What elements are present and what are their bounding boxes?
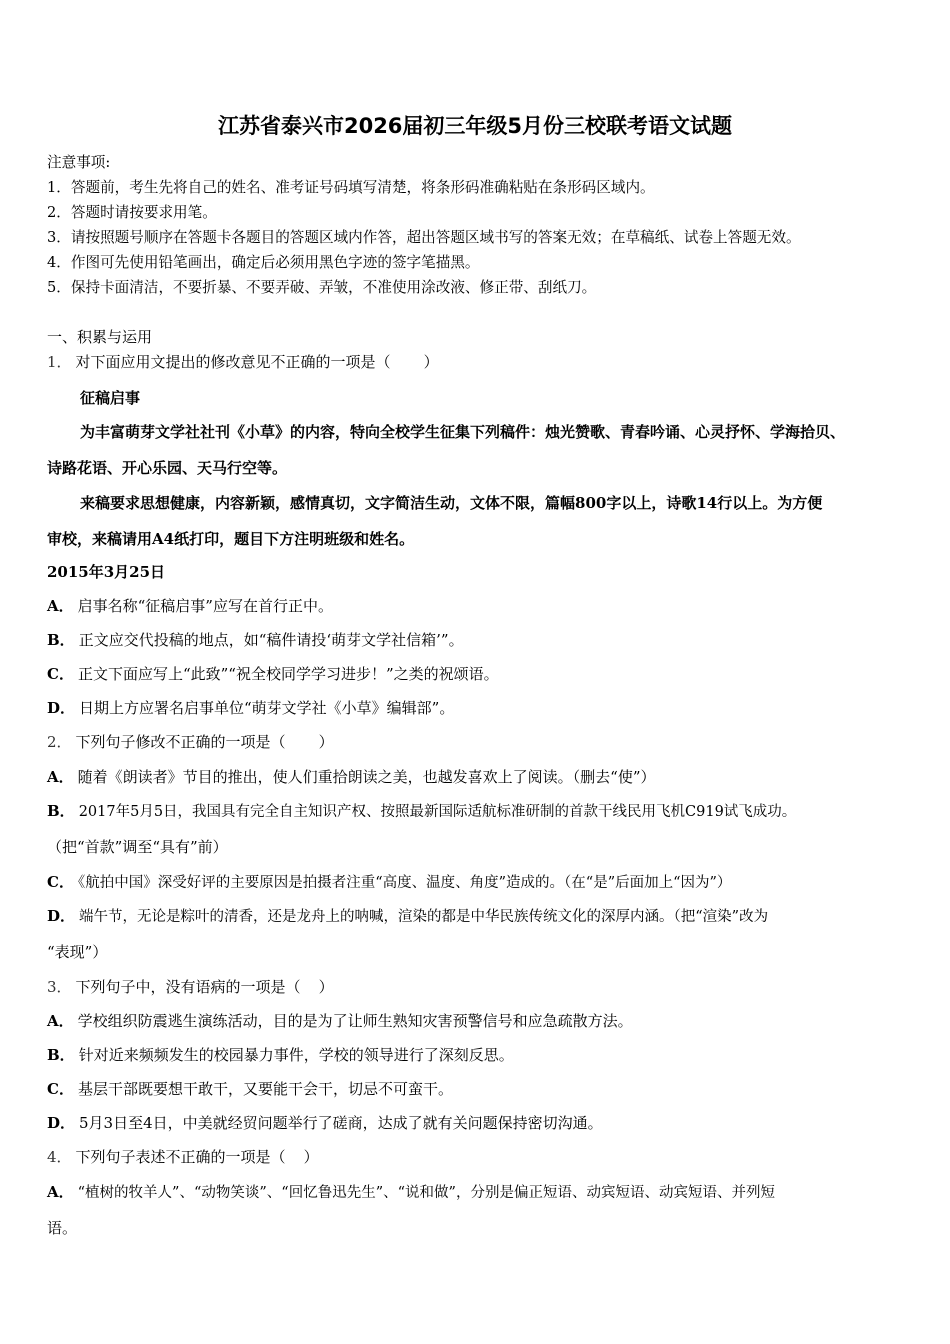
notice-heading: 注意事项: <box>47 154 111 171</box>
option-d <box>47 698 454 718</box>
option-b <box>47 630 464 650</box>
option-text: “植树的牧羊人”、“动物笑谈”、“回忆鲁迅先生”、“说和做”，分别是偏正短语、动宾短语、动宾短语、并列短 <box>77 1185 775 1201</box>
notice-title: 征稿启事 <box>80 389 141 407</box>
option-c <box>47 664 499 684</box>
page-title: 江苏省泰兴市2026届初三年级5月份三校联考语文试题 <box>217 114 733 138</box>
option-letter: A． <box>47 1183 74 1201</box>
question-paren-close: ） <box>318 733 334 751</box>
option-text: 端午节，无论是粽叶的清香，还是龙舟上的呐喊，渲染的都是中华民族传统文化的深厚内涵。（把“渲染”改为 <box>79 909 769 925</box>
notice-paragraph-2-cont: 审校，来稿请用A4纸打印，题目下方注明班级和姓名。 <box>47 530 415 548</box>
option-letter: A． <box>47 597 74 615</box>
option-letter: A． <box>47 1012 74 1030</box>
option-text: 正文应交代投稿的地点，如“稿件请投‘萌芽文学社信箱’”。 <box>78 631 464 649</box>
option-letter: B． <box>47 631 75 649</box>
option-a <box>47 1011 633 1031</box>
option-text: 正文下面应写上“此致”“祝全校同学学习进步！”之类的祝颂语。 <box>77 665 499 683</box>
question-text: 下列句子表述不正确的一项是（ <box>75 1148 286 1166</box>
option-d <box>47 906 768 927</box>
question-text: 下列句子修改不正确的一项是（ <box>75 733 286 751</box>
question-paren-close: ） <box>423 353 439 371</box>
option-text: 针对近来频频发生的校园暴力事件，学校的领导进行了深刻反思。 <box>78 1046 514 1064</box>
option-a <box>47 767 655 787</box>
option-letter: C． <box>47 873 74 891</box>
question-4-stem <box>47 1147 319 1167</box>
option-text: 随着《朗读者》节目的推出，使人们重拾朗读之美，也越发喜欢上了阅读。（删去“使”） <box>77 768 656 786</box>
option-a <box>47 596 333 616</box>
notice-item-3: 3．请按照题号顺序在答题卡各题目的答题区域内作答，超出答题区域书写的答案无效；在草稿纸、试卷上答题无效。 <box>47 229 801 246</box>
notice-paragraph-1: 为丰富萌芽文学社社刊《小草》的内容，特向全校学生征集下列稿件：烛光赞歌、青春吟诵、心灵抒怀、学海拾贝、 <box>80 423 846 441</box>
option-letter: B． <box>47 1046 75 1064</box>
question-number: 2． <box>47 733 72 751</box>
question-paren-close: ） <box>303 1148 319 1166</box>
option-text: 《航拍中国》深受好评的主要原因是拍摄者注重“高度、温度、角度”造成的。（在“是”后面加上“因为”） <box>77 875 732 891</box>
notice-item-5: 5．保持卡面清洁，不要折暴、不要弄破、弄皱，不准使用涂改液、修正带、刮纸刀。 <box>47 279 597 296</box>
option-letter: D． <box>47 907 76 925</box>
question-number: 4． <box>47 1148 72 1166</box>
option-d <box>47 1113 603 1133</box>
option-a <box>47 1182 775 1203</box>
notice-paragraph-1-cont: 诗路花语、开心乐园、天马行空等。 <box>47 459 288 477</box>
option-c <box>47 1079 453 1099</box>
question-text: 对下面应用文提出的修改意见不正确的一项是（ <box>75 353 391 371</box>
question-number: 3． <box>47 978 72 996</box>
question-paren-close: ） <box>318 978 334 996</box>
option-text: 日期上方应署名启事单位“萌芽文学社《小草》编辑部”。 <box>79 699 455 717</box>
option-d-cont: “表现”） <box>47 943 108 961</box>
notice-item-2: 2．答题时请按要求用笔。 <box>47 204 217 221</box>
option-b-cont: （把“首款”调至“具有”前） <box>47 838 228 856</box>
question-number: 1． <box>47 353 72 371</box>
question-3-stem <box>47 977 334 997</box>
option-letter: C． <box>47 1080 74 1098</box>
notice-date: 2015年3月25日 <box>47 563 166 581</box>
notice-paragraph-2: 来稿要求思想健康，内容新颖，感情真切，文字简洁生动，文体不限，篇幅800字以上，诗歌14行以上。为方便 <box>80 494 823 512</box>
question-text: 下列句子中，没有语病的一项是（ <box>75 978 301 996</box>
option-text: 启事名称“征稿启事”应写在首行正中。 <box>77 597 333 615</box>
notice-item-1: 1．答题前，考生先将自己的姓名、准考证号码填写清楚，将条形码准确粘贴在条形码区域内。 <box>47 179 655 196</box>
option-b <box>47 801 796 822</box>
option-text: 5月3日至4日，中美就经贸问题举行了磋商，达成了就有关问题保持密切沟通。 <box>79 1114 603 1132</box>
option-letter: B． <box>47 802 75 820</box>
option-text: 基层干部既要想干敢干，又要能干会干，切忌不可蛮干。 <box>77 1080 453 1098</box>
option-a-cont: 语。 <box>47 1219 78 1237</box>
option-letter: D． <box>47 699 76 717</box>
question-2-stem <box>47 732 334 752</box>
option-letter: A． <box>47 768 74 786</box>
section-heading: 一、积累与运用 <box>47 328 153 346</box>
option-c <box>47 872 731 893</box>
option-text: 2017年5月5日，我国具有完全自主知识产权、按照最新国际适航标准研制的首款干线民用飞机C919试飞成功。 <box>78 804 797 820</box>
option-letter: C． <box>47 665 74 683</box>
option-text: 学校组织防震逃生演练活动，目的是为了让师生熟知灾害预警信号和应急疏散方法。 <box>77 1012 633 1030</box>
option-b <box>47 1045 514 1065</box>
question-1-stem <box>47 352 439 372</box>
notice-item-4: 4．作图可先使用铅笔画出，确定后必须用黑色字迹的签字笔描黑。 <box>47 254 480 271</box>
option-letter: D． <box>47 1114 76 1132</box>
